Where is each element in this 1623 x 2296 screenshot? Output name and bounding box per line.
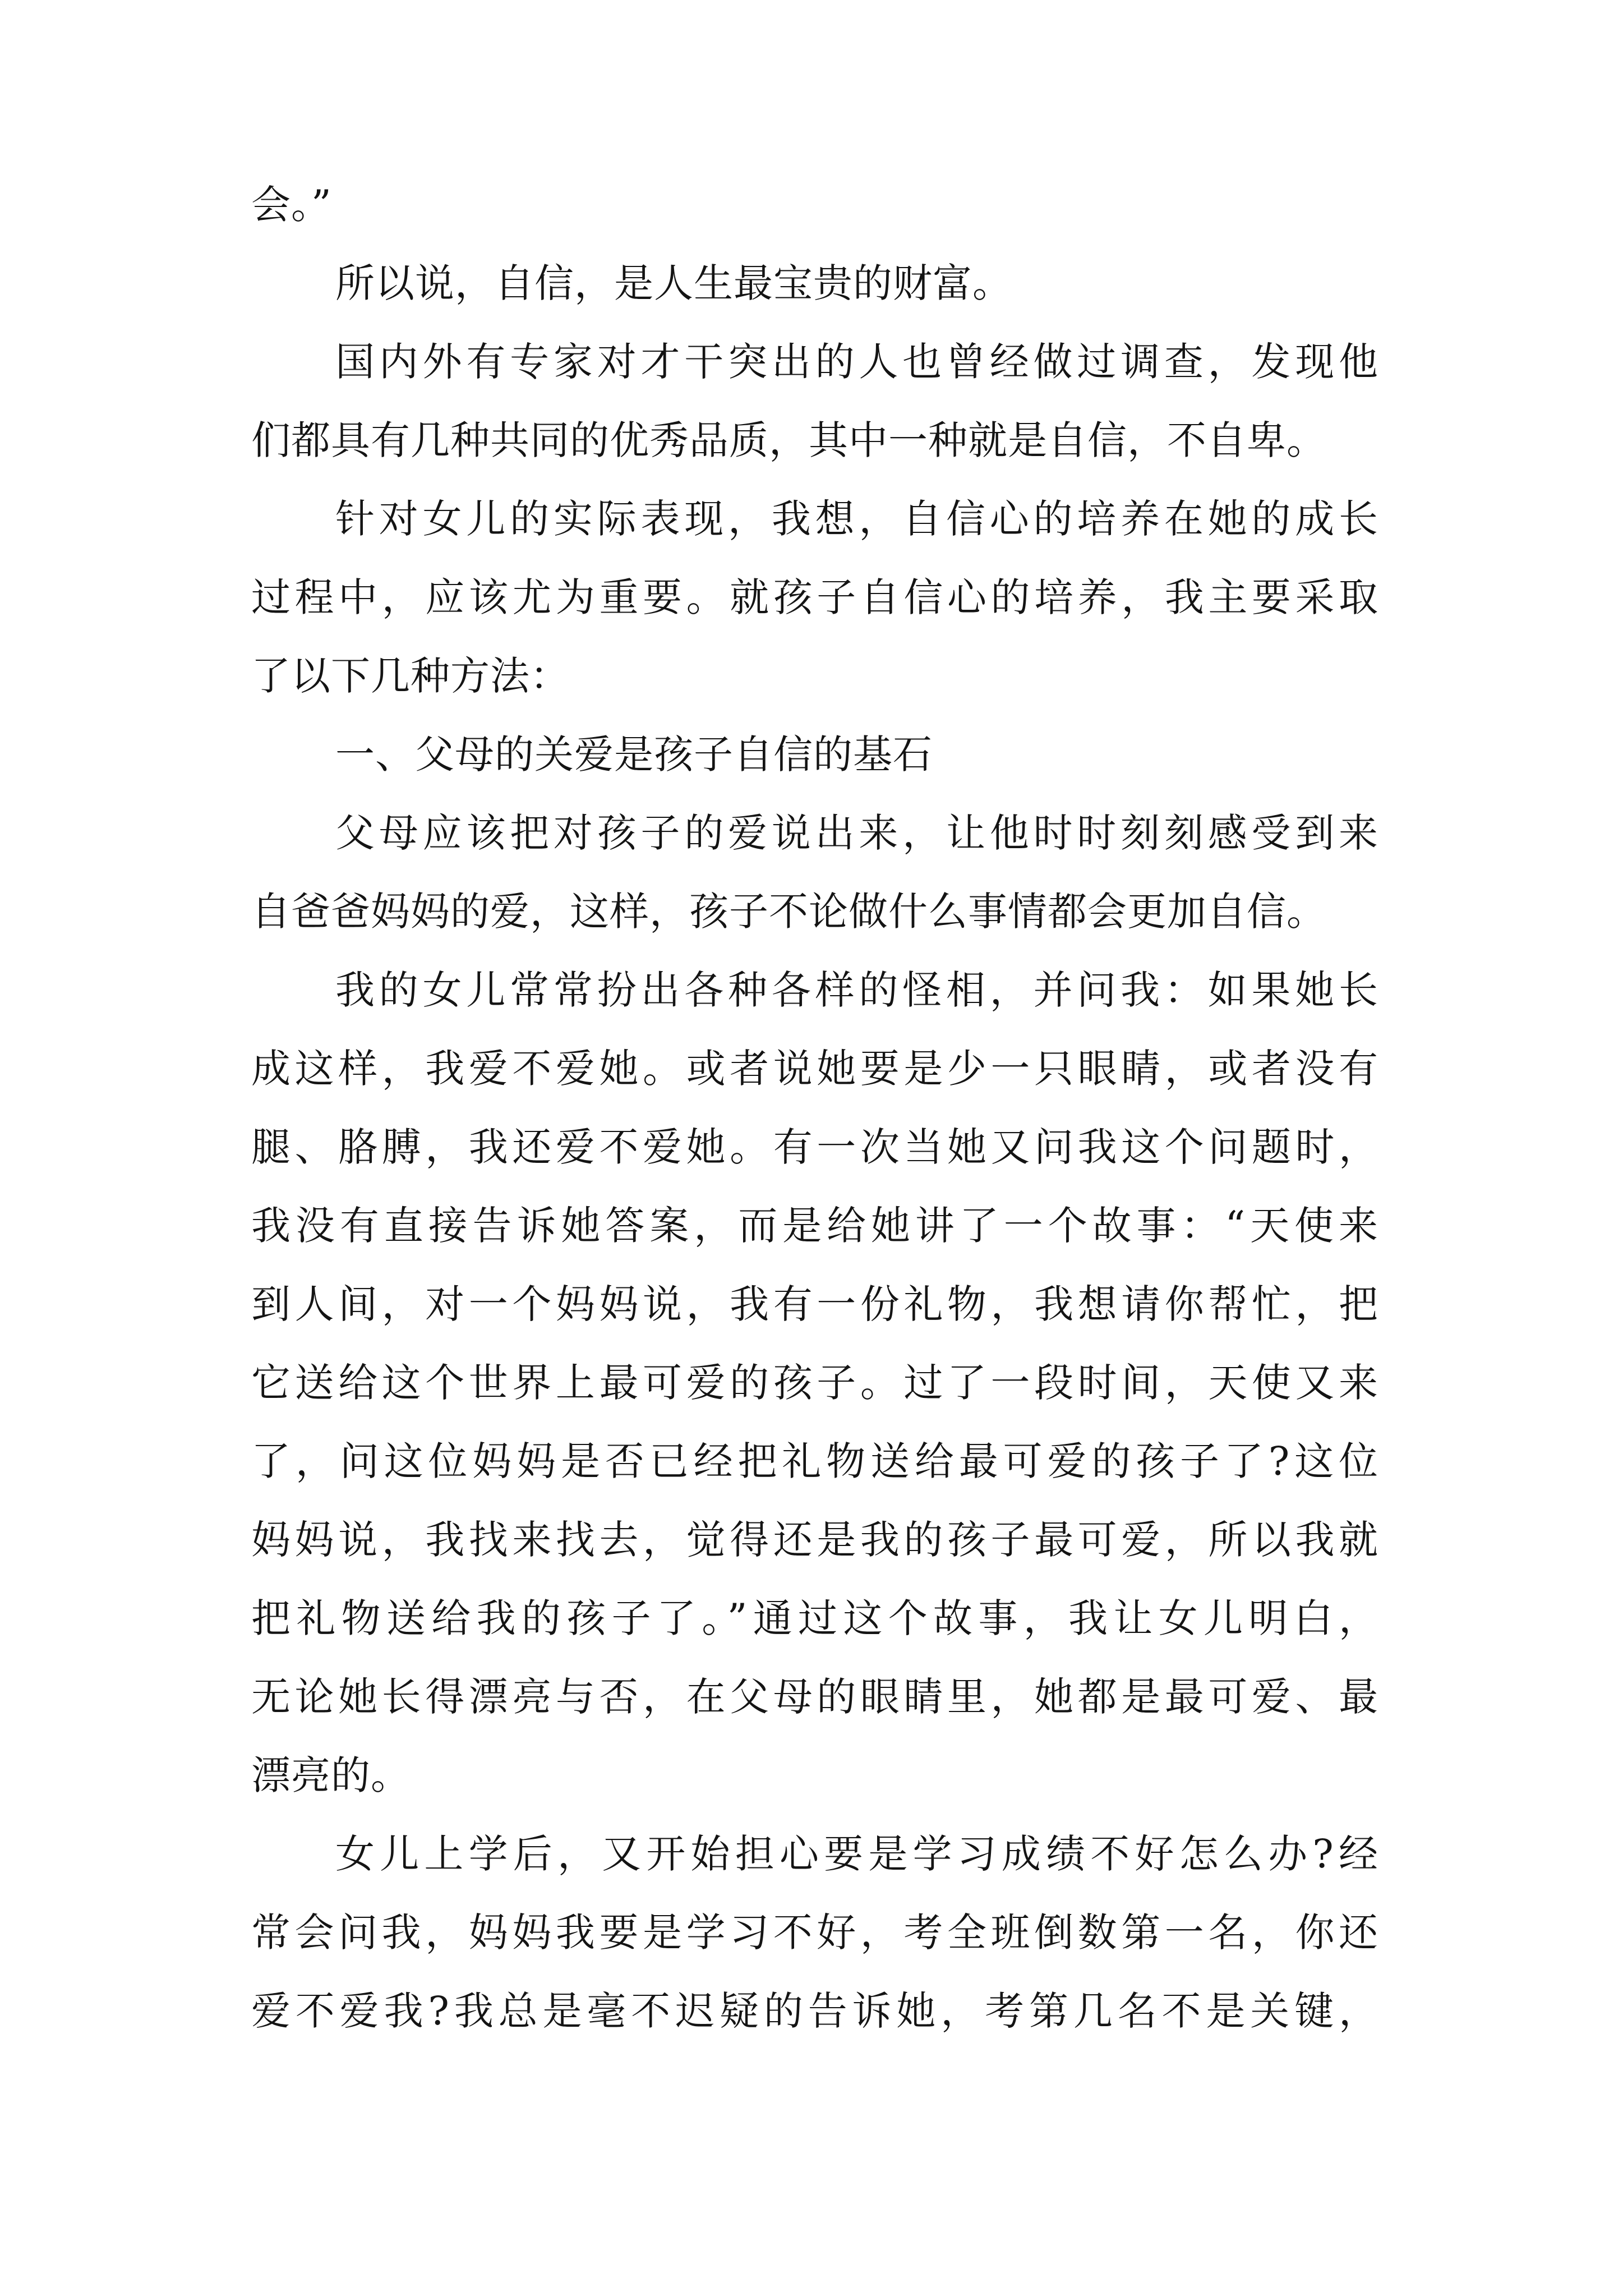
text-line: 女儿上学后，又开始担心要是学习成绩不好怎么办?经 — [335, 1831, 1378, 1877]
text-line: 一、父母的关爱是孩子自信的基石 — [335, 731, 933, 777]
text-line: 针对女儿的实际表现，我想，自信心的培养在她的成长 — [335, 496, 1378, 542]
text-line: 到人间，对一个妈妈说，我有一份礼物，我想请你帮忙，把 — [251, 1281, 1378, 1327]
text-line: 我的女儿常常扮出各种各样的怪相，并问我：如果她长 — [335, 967, 1378, 1013]
text-line: 过程中，应该尤为重要。就孩子自信心的培养，我主要采取 — [251, 574, 1378, 620]
text-line: 自爸爸妈妈的爱，这样，孩子不论做什么事情都会更加自信。 — [251, 889, 1326, 935]
text-line: 国内外有专家对才干突出的人也曾经做过调查，发现他 — [335, 339, 1378, 385]
text-line: 们都具有几种共同的优秀品质，其中一种就是自信，不自卑。 — [251, 417, 1326, 463]
text-line: 了，问这位妈妈是否已经把礼物送给最可爱的孩子了?这位 — [251, 1438, 1378, 1484]
text-line: 它送给这个世界上最可爱的孩子。过了一段时间，天使又来 — [251, 1360, 1378, 1406]
text-line: 漂亮的。 — [251, 1752, 411, 1798]
text-line: 成这样，我爱不爱她。或者说她要是少一只眼睛，或者没有 — [251, 1046, 1378, 1092]
text-line: 妈妈说，我找来找去，觉得还是我的孩子最可爱，所以我就 — [251, 1517, 1378, 1563]
text-line: 父母应该把对孩子的爱说出来，让他时时刻刻感受到来 — [335, 810, 1378, 856]
text-line: 爱不爱我?我总是毫不迟疑的告诉她，考第几名不是关键， — [251, 1988, 1378, 2034]
text-line: 所以说，自信，是人生最宝贵的财富。 — [335, 260, 1012, 306]
text-line: 常会问我，妈妈我要是学习不好，考全班倒数第一名，你还 — [251, 1910, 1378, 1955]
text-line: 无论她长得漂亮与否，在父母的眼睛里，她都是最可爱、最 — [251, 1674, 1378, 1720]
text-line: 会。” — [251, 182, 332, 228]
text-line: 我没有直接告诉她答案，而是给她讲了一个故事：“天使来 — [251, 1203, 1378, 1249]
text-line: 了以下几种方法： — [251, 653, 570, 699]
text-line: 腿、胳膊，我还爱不爱她。有一次当她又问我这个问题时， — [251, 1124, 1378, 1170]
text-line: 把礼物送给我的孩子了。”通过这个故事，我让女儿明白， — [251, 1595, 1378, 1641]
